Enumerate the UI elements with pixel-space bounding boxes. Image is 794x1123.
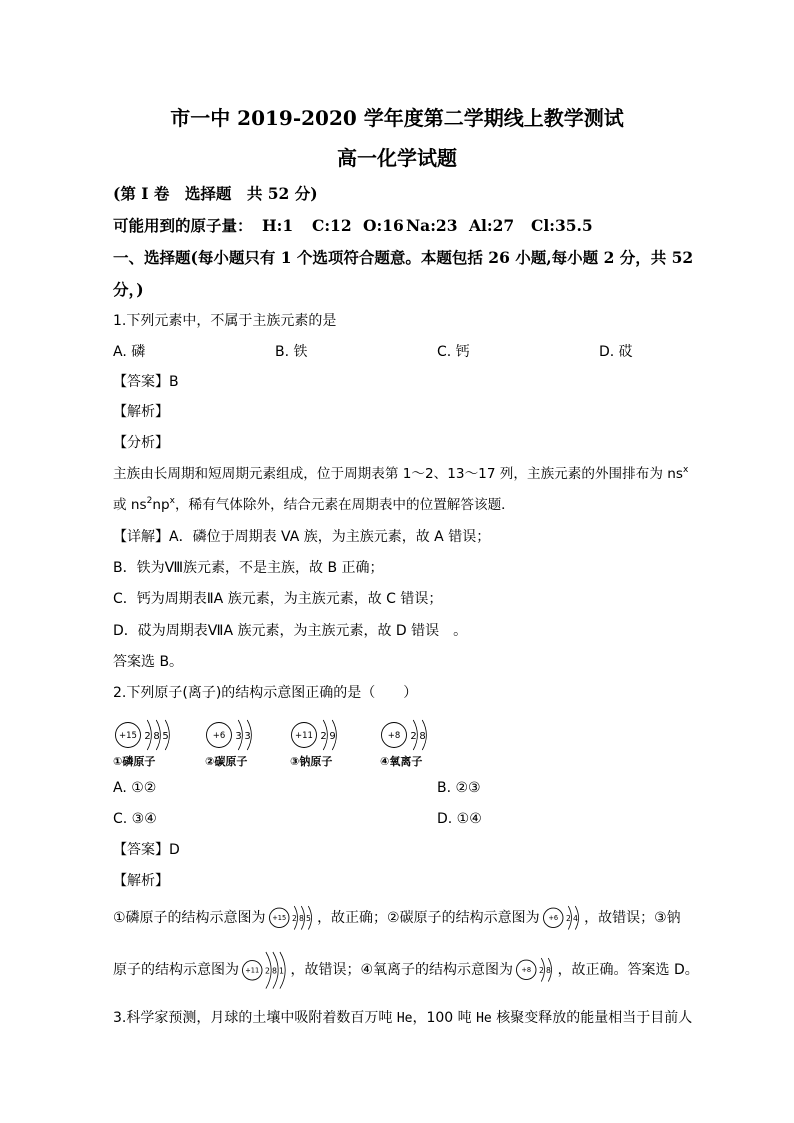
nucleus-charge: +15: [119, 731, 137, 741]
detail-line-d: D．砹为周期表ⅦA 族元素，为主族元素，故 D 错误 。: [113, 623, 468, 639]
part-heading-continued: 分，): [113, 280, 144, 299]
inline-atom-diagram-sodium: [241, 950, 289, 991]
fenxi-line-1: [113, 462, 688, 486]
superscript: x: [169, 496, 175, 506]
atomic-mass-item: H:1: [262, 216, 294, 235]
inline-diagram: [542, 903, 583, 933]
answer-value: D: [169, 842, 180, 858]
explanation-text: ，故错误；③钠: [584, 910, 681, 926]
question-text: 核聚变释放的能量相当于目前人: [491, 1010, 693, 1026]
nucleus-charge: +8: [521, 966, 532, 975]
electron-count: 1: [279, 966, 284, 976]
inline-diagram: [515, 955, 556, 985]
diagram-label: ①磷原子: [113, 755, 156, 768]
electron-count: 8: [419, 731, 426, 742]
exam-title: 市一中 2019-2020 学年度第二学期线上教学测试: [170, 106, 624, 130]
element-symbol: He: [476, 1011, 492, 1026]
nucleus-charge: +6: [212, 731, 226, 741]
electron-count: 8: [272, 966, 277, 976]
diagram-carbon: [205, 716, 257, 756]
explanation-text: ，故正确；②碳原子的结构示意图为: [317, 910, 540, 926]
electron-count: 4: [572, 914, 578, 924]
explanation-line-2: [113, 945, 699, 995]
atomic-mass-item: Al:27: [469, 216, 515, 235]
question-1-option-c: C. 钙: [437, 344, 470, 360]
question-1-option-a: A. 磷: [113, 344, 146, 360]
question-text: 3.科学家预测，月球的土壤中吸附着数百万吨: [113, 1010, 397, 1026]
element-symbol: He: [396, 1011, 413, 1026]
fenxi-text: 或 ns: [113, 497, 147, 513]
answer-value: B: [169, 374, 179, 390]
diagram-label: ③钠原子: [290, 755, 333, 768]
atomic-mass-item: O:16: [363, 216, 404, 235]
explanation-line-1: [113, 900, 681, 936]
nucleus-charge: +11: [295, 731, 313, 741]
electron-count: 3: [235, 731, 242, 742]
electron-count: 2: [144, 731, 151, 742]
question-2-option-c: C. ③④: [113, 811, 157, 827]
explanation-text: 原子的结构示意图为: [113, 962, 239, 978]
inline-diagram: [268, 903, 316, 933]
atom-diagram-phosphorus: [114, 716, 175, 754]
fenxi-text: ，稀有气体除外，结合元素在周期表中的位置解答该题．: [174, 497, 515, 513]
question-2-answer: [113, 838, 180, 862]
electron-count: 3: [244, 731, 251, 742]
question-1-stem: 1.下列元素中，不属于主族元素的是: [113, 313, 337, 329]
inline-atom-diagram-oxygen-ion: [515, 955, 556, 985]
atomic-masses-row: [113, 214, 593, 238]
superscript: 2: [146, 496, 153, 506]
fenxi-tag: 【分析】: [113, 435, 169, 451]
explanation-text: ，故正确。答案选 D。: [557, 962, 699, 978]
question-3-stem: [113, 1006, 692, 1030]
detail-line-a: [113, 525, 490, 549]
explanation-text: ①磷原子的结构示意图为: [113, 910, 266, 926]
electron-count: 2: [320, 731, 327, 742]
question-2-option-d: D. ①④: [437, 811, 482, 827]
atom-diagram-oxygen-ion: [380, 716, 432, 754]
diagram-label: ④氧离子: [380, 755, 423, 768]
electron-count: 2: [410, 731, 417, 742]
atom-diagram-carbon: [205, 716, 257, 754]
exam-subtitle: 高一化学试题: [337, 146, 457, 170]
question-1-option-b: B. 铁: [275, 344, 308, 360]
electron-count: 9: [329, 731, 336, 742]
fenxi-line-2: [113, 493, 515, 517]
nucleus-charge: +11: [245, 966, 260, 975]
inline-atom-diagram-carbon: [542, 903, 583, 933]
nucleus-charge: +15: [271, 914, 286, 923]
question-text: ，100 吨: [412, 1010, 477, 1026]
diagram-label: ②碳原子: [205, 755, 248, 768]
diagram-phosphorus: [114, 716, 175, 756]
atomic-mass-item: C:12: [312, 216, 352, 235]
question-2-option-b: B. ②③: [437, 780, 481, 796]
analysis-tag: 【解析】: [113, 873, 169, 889]
question-2-option-a: A. ①②: [113, 780, 157, 796]
atomic-mass-item: Cl:35.5: [531, 216, 593, 235]
inline-atom-diagram-phosphorus: [268, 903, 316, 933]
diagram-oxygen-ion: [380, 716, 432, 756]
atomic-masses-label: 可能用到的原子量：: [113, 216, 253, 235]
part-heading: 一、选择题(每小题只有 1 个选项符合题意。本题包括 26 小题,每小题 2 分，共 52: [113, 248, 694, 267]
fenxi-text: 主族由长周期和短周期元素组成，位于周期表第 1～2、13～17 列，主族元素的外围排布为 ns: [113, 466, 683, 482]
diagram-sodium: [290, 716, 342, 756]
electron-count: 8: [153, 731, 160, 742]
section-header: (第 I 卷 选择题 共 52 分): [113, 184, 318, 203]
fenxi-text: np: [152, 497, 170, 513]
atom-diagram-sodium: [290, 716, 342, 754]
nucleus-charge: +6: [548, 914, 558, 923]
detail-line-b: B．铁为Ⅷ族元素，不是主族，故 B 正确；: [113, 560, 384, 576]
question-2-stem: 2.下列原子(离子)的结构示意图正确的是（ ）: [113, 685, 418, 701]
electron-count: 5: [162, 731, 169, 742]
detail-line-c: C．钙为周期表ⅡA 族元素，为主族元素，故 C 错误；: [113, 591, 443, 607]
atomic-mass-item: Na:23: [406, 216, 458, 235]
detail-tag: 【详解】: [113, 529, 169, 545]
answer-tag: 【答案】: [113, 374, 169, 390]
electron-count: 2: [539, 966, 544, 976]
question-1-option-d: D. 砹: [599, 344, 633, 360]
answer-tag: 【答案】: [113, 842, 169, 858]
electron-count: 5: [305, 914, 311, 924]
question-1-answer: [113, 370, 179, 394]
detail-text: A．磷位于周期表 VA 族，为主族元素，故 A 错误；: [169, 529, 491, 545]
electron-count: 2: [264, 966, 270, 976]
electron-count: 8: [298, 914, 304, 924]
analysis-tag: 【解析】: [113, 404, 169, 420]
nucleus-charge: +8: [387, 731, 401, 741]
inline-diagram: [241, 950, 289, 991]
explanation-text: ，故错误；④氧离子的结构示意图为: [290, 962, 514, 978]
electron-count: 2: [291, 914, 297, 924]
superscript: x: [682, 465, 689, 475]
electron-count: 2: [565, 914, 571, 924]
question-1-conclusion: 答案选 B。: [113, 654, 184, 670]
electron-count: 8: [546, 966, 552, 976]
